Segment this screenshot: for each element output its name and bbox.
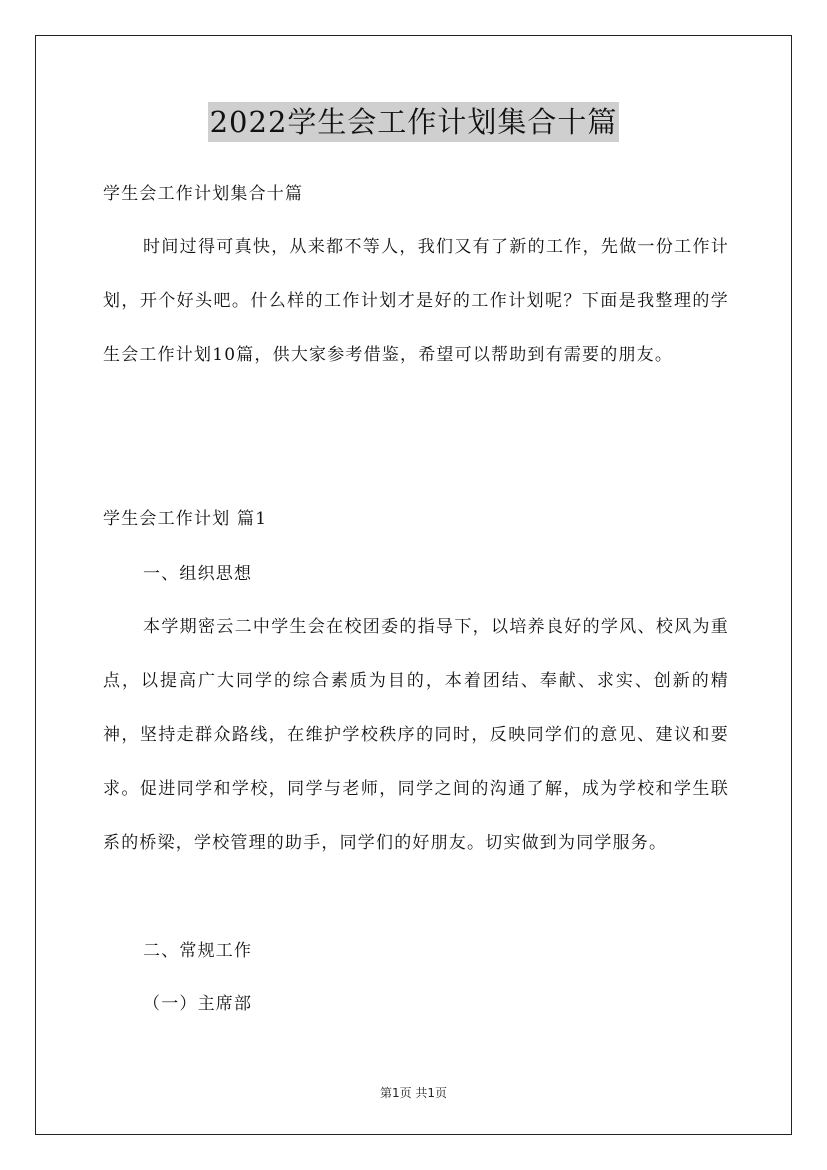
section-heading: 学生会工作计划 篇1 (103, 509, 268, 529)
sub1-heading: （一）主席部 (143, 994, 253, 1014)
page-footer: 第1页 共1页 (379, 1086, 448, 1100)
intro-paragraph: 时间过得可真快，从来都不等人，我们又有了新的工作，先做一份工作计划，开个好头吧。什么样的工作计划才是好的工作计划呢？下面是我整理的学生会工作计划10篇，供大家参考借鉴，希望可以帮助到有需要的朋友。 (103, 237, 729, 365)
part2-heading: 二、常规工作 (143, 941, 253, 961)
document-title: 2022学生会工作计划集合十篇 (208, 102, 620, 142)
part1-heading: 一、组织思想 (143, 564, 253, 584)
part1-body: 本学期密云二中学生会在校团委的指导下，以培养良好的学风、校风为重点，以提高广大同学的综合素质为目的，本着团结、奉献、求实、创新的精神，坚持走群众路线，在维护学校秩序的同时，反映同学们的意见、建议和要求。促进同学和学校，同学与老师，同学之间的沟通了解，成为学校和学生联系的桥梁，学校管理的助手，同学们的好朋友。切实做到为同学服务。 (103, 617, 729, 853)
title-container (0, 102, 827, 142)
document-subtitle: 学生会工作计划集合十篇 (103, 184, 304, 204)
